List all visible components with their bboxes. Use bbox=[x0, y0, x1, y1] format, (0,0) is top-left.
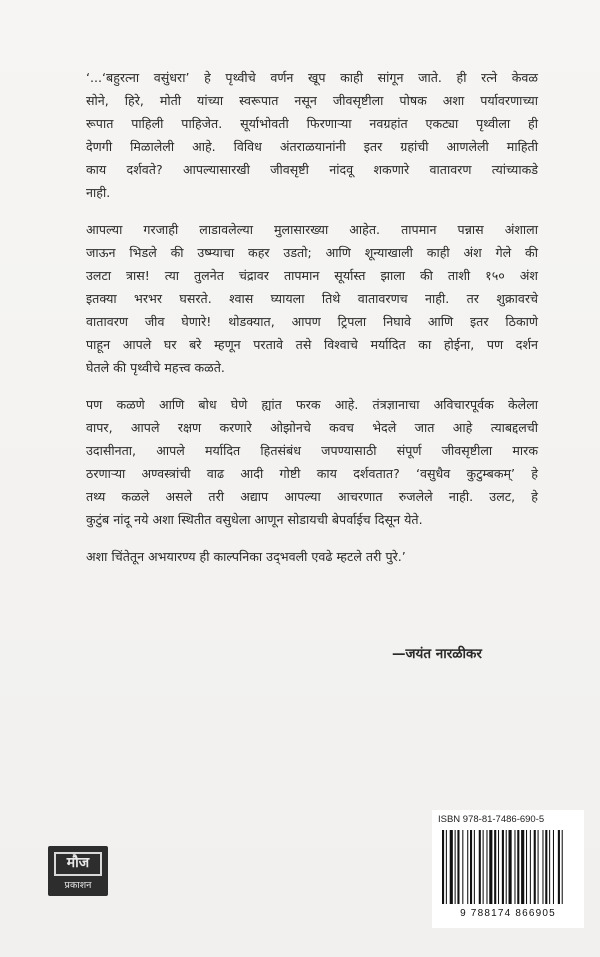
text-line: आपल्या गरजाही लाडावलेल्या मुलासारख्या आहेत. तापमान पन्नास अंशाला bbox=[86, 222, 538, 237]
text-line: तथ्य कळले असले तरी अद्याप आपल्या आचरणात रुजलेले नाही. उलट, हे bbox=[86, 489, 538, 504]
text-line: घेतले की पृथ्वीचे महत्त्व कळते. bbox=[86, 360, 225, 375]
text-line: ठरणाऱ्या अण्वस्त्रांची वाढ आदी गोष्टी काय दर्शवतात? ‘वसुधैव कुटुम्बकम्’ हे bbox=[86, 466, 538, 481]
isbn-label: ISBN 978-81-7486-690-5 bbox=[438, 814, 545, 825]
publisher-logo-top: मौज bbox=[54, 852, 102, 876]
text-line: जाऊन भिडले की उष्म्याचा कहर उडतो; आणि शून्याखाली काही अंश गेले की bbox=[86, 245, 538, 260]
text-line: वातावरण जीव घेणारे! थोडक्यात, आपण ट्रिपला निघावे आणि इतर ठिकाणे bbox=[86, 314, 538, 329]
text-line: ‘...‘बहुरत्ना वसुंधरा’ हे पृथ्वीचे वर्णन खूप काही सांगून जाते. ही रत्ने केवळ bbox=[86, 70, 538, 85]
text-line: रूपात पाहिली पाहिजेत. सूर्याभोवती फिरणाऱ्या नवग्रहांत एकट्या पृथ्वीला ही bbox=[86, 116, 538, 131]
text-line: अशा चिंतेतून अभयारण्य ही काल्पनिका उद्‌भवली एवढे म्हटले तरी पुरे.’ bbox=[86, 549, 406, 564]
publisher-logo bbox=[48, 846, 108, 896]
blurb-paragraph-1 bbox=[86, 66, 538, 204]
blurb-paragraph-3 bbox=[86, 393, 538, 531]
text-line: पण कळणे आणि बोध घेणे ह्यांत फरक आहे. तंत्रज्ञानाचा अविचारपूर्वक केलेला bbox=[86, 397, 538, 412]
text-line: इतक्या भरभर घसरते. श्वास घ्यायला तिथे वातावरणच नाही. तर शुक्रावरचे bbox=[86, 291, 538, 306]
text-line: पाहून आपले घर बरे म्हणून परतावे तसे विश्वाचे मर्यादित का होईना, पण दर्शन bbox=[86, 337, 538, 352]
text-line: नाही. bbox=[86, 185, 111, 200]
text-line: उलटा त्रास! त्या तुलनेत चंद्रावर तापमान सूर्यास्त झाला की ताशी १५० अंश bbox=[86, 268, 538, 283]
blurb-paragraph-4 bbox=[86, 545, 538, 568]
text-line: काय दर्शवते? आपल्यासारखी जीवसृष्टी नांदवू शकणारे वातावरण त्यांच्याकडे bbox=[86, 162, 538, 177]
author-signature: —जयंत नारळीकर bbox=[392, 646, 482, 662]
text-line: देणगी मिळालेली आहे. विविध अंतराळयानांनी इतर ग्रहांची आणलेली माहिती bbox=[86, 139, 538, 154]
barcode-panel bbox=[432, 810, 584, 928]
barcode-image bbox=[440, 830, 576, 906]
blurb-text bbox=[86, 66, 538, 582]
text-line: उदासीनता, आपले मर्यादित हितसंबंध जपण्यासाठी संपूर्ण जीवसृष्टीला मारक bbox=[86, 443, 538, 458]
text-line: सोने, हिरे, मोती यांच्या स्वरूपात नसून जीवसृष्टीला पोषक अशा पर्यावरणाच्या bbox=[86, 93, 538, 108]
publisher-logo-bottom: प्रकाशन bbox=[64, 880, 92, 891]
text-line: कुटुंब नांदू नये अशा स्थितीत वसुधेला आणून सोडायची बेपर्वाईच दिसून येते. bbox=[86, 512, 423, 527]
text-line: वापर, आपले रक्षण करणारे ओझोनचे कवच भेदले जात आहे त्याबद्दलची bbox=[86, 420, 538, 435]
blurb-paragraph-2 bbox=[86, 218, 538, 379]
barcode-digits: 9 788174 866905 bbox=[460, 908, 556, 919]
